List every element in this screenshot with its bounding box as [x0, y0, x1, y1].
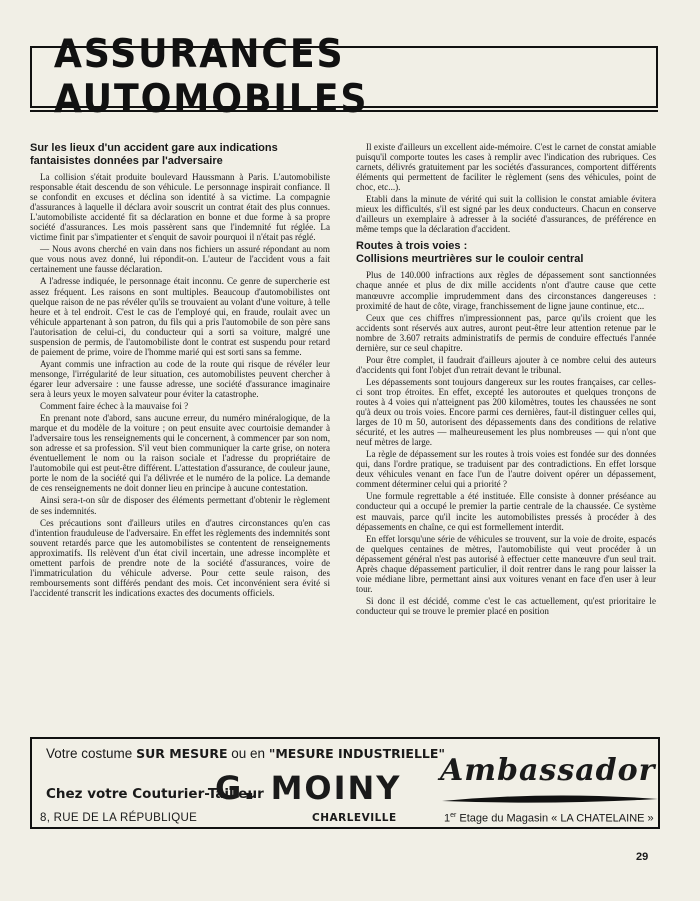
paragraph: Etabli dans la minute de vérité qui suit la collision le constat amiable évitera mieux les difficultés, s'il est signé par les deux conducteurs. Chacun en conserve d'ailleurs un exemplaire à adresser à la société d'assurances, de préférence en même temps que la déclaration d'accident. — [356, 194, 656, 235]
paragraph: Si donc il est décidé, comme c'est le cas actuellement, qu'est prioritaire le conducteur qui se trouve le premier placé en position — [356, 595, 656, 616]
paragraph: La collision s'était produite boulevard Haussmann à Paris. L'automobiliste responsable était descendu de son véhicule. Le personnage inspirait confiance. Il se confondit en excuses et déclina son identité à sa victime. La compagnie d'assurances à laquelle il déclara avoir souscrit un contrat était des plus connues. L'automobiliste accidenté fit sa déclaration en bonne et due forme à sa propre société d'assurances. Les mois passèrent sans que l'indemnité fut réglée. La victime finit par s'impatienter et s'enquit de savoir pourquoi il n'était pas réglé. — [30, 172, 330, 243]
paragraph: Une formule regrettable a été instituée. Elle consiste à donner préséance au conducteur qui a occupé le premier la partie centrale de la chaussée. Ce système est mauvais, parce qu'il incite les automobilistes pressés à procéder à des dépassements en chaîne, ce qui est formellement interdit. — [356, 491, 656, 532]
section-heading-line2: Collisions meurtrières sur le couloir central — [356, 253, 584, 266]
title-box — [30, 32, 658, 122]
ad-tagline-part: ou en — [231, 746, 266, 761]
paragraph: Plus de 140.000 infractions aux règles de dépassement sont sanctionnées chaque année et plus de dix mille accidents n'ont d'autre cause que cette manœuvre accomplie imprudemment dans des circonstances dangereuses : proximité de haut de côte, virage, franchissement de ligne jaune continue, etc... — [356, 270, 656, 311]
paragraph: — Nous avons cherché en vain dans nos fichiers un assuré répondant au nom que vous nous avez donné, lui répondit-on. L'auteur de l'accident vous a fait certainement une fausse déclaration. — [30, 244, 330, 275]
ad-brand-name: G. MOINY — [215, 769, 402, 807]
ambassador-logo: Ambassador — [440, 753, 656, 788]
title-divider — [30, 110, 658, 112]
paragraph: Ceux que ces chiffres n'impressionnent pas, parce qu'ils croient que les accidents sont réservés aux autres, auront peut-être leur attention retenue par le nombre de 3.607 retraits administratifs de permis de conduire effectués l'année dernière, sur ce seul chapitre. — [356, 312, 656, 353]
ad-floor-text: Etage du Magasin « LA CHATELAINE » — [456, 812, 654, 825]
ad-address: 8, RUE DE LA RÉPUBLIQUE — [40, 812, 198, 824]
ad-store-location — [444, 812, 654, 825]
paragraph: Les dépassements sont toujours dangereux sur les routes françaises, car celles-ci sont trop étroites. En effet, excepté les autoroutes et quelques tronçons de routes à 4 voies qui n'atteignent pas 200 kilomètres, toutes les chaussées ne sont qu'à deux ou trois voies. Encore parmi ces dernières, faut-il distinguer celles qui, larges de 10 m 50, autorisent des dépassements dans des conditions de relative sécurité, et les autres — malheureusement les plus nombreuses — qui n'ont que neuf mètres de large. — [356, 376, 656, 448]
page-number: 29 — [636, 851, 649, 863]
paragraph: Ainsi sera-t-on sûr de disposer des éléments permettant d'obtenir le règlement de ses indemnités. — [30, 495, 330, 516]
ad-tagline — [46, 746, 445, 761]
article-heading: Sur les lieux d'un accident gare aux indications fantaisistes données par l'adversaire — [30, 142, 278, 167]
left-column — [30, 142, 330, 600]
ad-tagline-emphasis: SUR MESURE — [136, 746, 228, 761]
ad-floor-number: 1 — [444, 812, 451, 825]
ad-subtitle: Chez votre Couturier-Tailleur — [46, 786, 264, 802]
paragraph: En prenant note d'abord, sans aucune erreur, du numéro minéralogique, de la marque et du modèle de la voiture ; on peut ensuite avec courtoisie demander à l'adversaire tous les renseignements qui le concernent, à commencer par son nom, son adresse et sa profession. S'il veut bien communiquer la carte grise, on notera éventuellement le nom ou la raison sociale et l'adresse du propriétaire de l'automobile qui est peut-être différent. L'attestation d'assurance, de couleur jaune, porte le nom de la société qui l'a délivrée et le numéro de la police. La demande de ces renseignements ne doit donner lieu en principe à aucune contestation. — [30, 413, 330, 494]
logo-swoosh-icon — [440, 791, 660, 807]
paragraph: Ayant commis une infraction au code de la route qui risque de révéler leur mensonge, l'irrégularité de leur situation, ces automobilistes peuvent chercher à égarer leur adversaire : une fausse adresse, une société d'assurance imaginaire sera à leurs yeux le moyen salvateur pour éviter la catastrophe. — [30, 358, 330, 399]
paragraph: Comment faire échec à la mauvaise foi ? — [40, 401, 189, 412]
ad-tagline-part: Votre costume — [46, 746, 133, 761]
ad-floor-suffix: er — [450, 812, 457, 819]
ad-tagline-emphasis: "MESURE INDUSTRIELLE" — [268, 746, 445, 761]
section-heading-line1: Routes à trois voies : — [356, 240, 468, 253]
paragraph: Pour être complet, il faudrait d'ailleurs ajouter à ce nombre celui des auteurs d'accidents qui font l'objet d'un retrait devant le tribunal. — [356, 354, 656, 375]
paragraph: Il existe d'ailleurs un excellent aide-mémoire. C'est le carnet de constat amiable puisqu'il comporte toutes les cases à remplir avec l'indication des rubriques. Ces carnets, délivrés gratuitement par les sociétés d'assurances, comportent différents éléments qui permettent de faciliter le règlement (sens des véhicules, point de choc, etc...). — [356, 142, 656, 193]
paragraph: La règle de dépassement sur les routes à trois voies est fondée sur des données qui, dans l'ordre pratique, se traduisent par des contradictions. En effet lorsque deux véhicules venant en face l'un de l'autre doivent opérer un dépassement, comment déterminer celui qui a priorité ? — [356, 449, 656, 490]
paragraph: En effet lorsqu'une série de véhicules se trouvent, sur la voie de droite, espacés de quelques centaines de mètres, l'automobiliste qui veut procéder à un dépassement général n'est pas autorisé à effectuer cette manœuvre d'un seul trait. Après chaque dépassement particulier, il doit rentrer dans le rang pour laisser la voie médiane libre, permettant ainsi aux voitures venant en face d'en user à leur tour. — [356, 533, 656, 594]
section-heading — [356, 240, 656, 266]
ad-city: CHARLEVILLE — [312, 812, 397, 824]
right-column — [356, 142, 656, 618]
advertisement — [30, 737, 660, 829]
paragraph: Ces précautions sont d'ailleurs utiles en d'autres circonstances qu'en cas d'intention frauduleuse de l'adversaire. En effet les règlements des indemnités sont souvent retardés parce que les automobilistes se contentent de renseignements approximatifs. Ils relèvent d'un état civil incertain, une adresse incomplète et omettent parfois de prendre note de la société d'assurances, voire de l'immatriculation du véhicule adverse. Pour cette seule raison, des remboursements sont différés pendant des mois. Cet inconvénient sera évité si l'accidenté transcrit les indications exactes des documents officiels. — [30, 517, 330, 598]
page-title: ASSURANCES AUTOMOBILES — [53, 32, 369, 122]
paragraph: A l'adresse indiquée, le personnage était inconnu. Ce genre de supercherie est assez fréquent. Les raisons en sont multiples. Beaucoup d'automobilistes ont quelque raison de ne pas révéler qu'ils se trouvaient au volant d'une voiture, à telle heure et à tel endroit. C'est le cas de l'employé qui, en fraude, roulait avec un véhicule appartenant à son patron, du fils qui a pris l'automobile de son père sans l'autorisation de celui-ci, du conducteur qui a sorti sa voiture, malgré une suspension de permis, de l'automobiliste dont le contrat est suspendu pour retard de paiement de prime, voire de l'homme marié qui est sorti sans sa femme. — [30, 276, 330, 357]
